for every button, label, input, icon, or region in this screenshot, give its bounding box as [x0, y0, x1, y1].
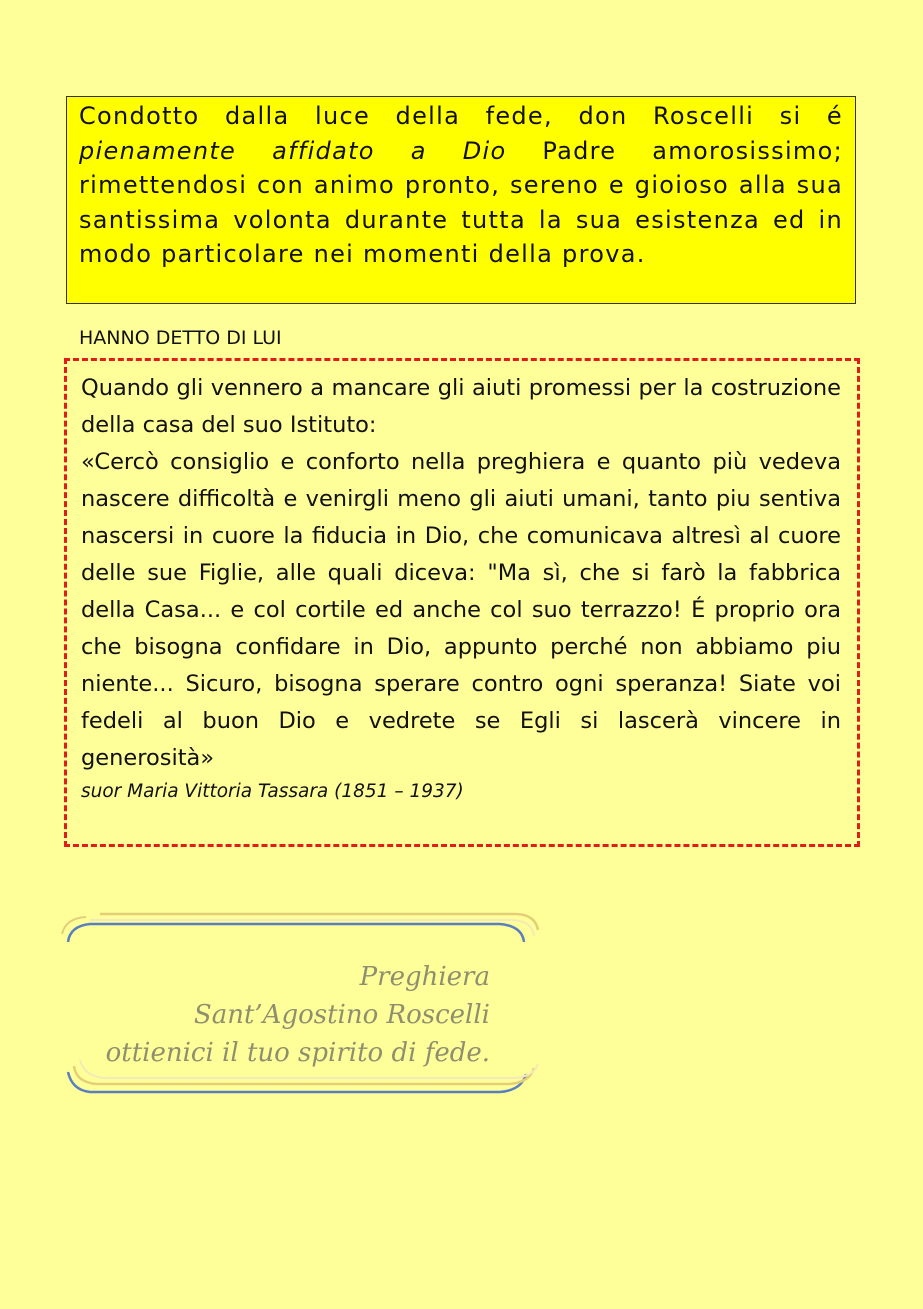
quote-author: suor Maria Vittoria Tassara (1851 – 1937) [81, 781, 464, 802]
intro-text-box [66, 96, 856, 304]
quote-lead: Quando gli vennero a mancare gli aiuti promessi per la costruzione della casa del suo Istituto: [81, 375, 841, 438]
prayer-line-name: Sant’Agostino Roscelli [193, 1000, 490, 1030]
frame-top-gold-line [100, 914, 538, 930]
intro-text-part1: Condotto dalla luce della fede, don Roscelli si é [79, 102, 843, 130]
quote-text: «Cercò consiglio e conforto nella preghiera e quanto più vedeva nascere difficoltà e venirgli meno gli aiuti umani, tanto piu sentiva nascersi in cuore la fiducia in Dio, che comunicava altresì al cuore delle sue Figlie, alle quali diceva: "Ma sì, che si farò la fabbrica della Casa... e col cortile ed anche col suo terrazzo! É proprio ora che bisogna confidare in Dio, appunto perché non abbiamo piu niente... Sicuro, bisogna sperare contro ogni speranza! Siate voi fedeli al buon Dio e vedrete se Egli si lascerà vincere in generosità» [81, 449, 841, 771]
intro-text-emphasis: pienamente affidato a Dio [79, 136, 507, 165]
intro-text-part2: Padre amorosissimo; rimettendosi con animo pronto, sereno e gioioso alla sua santissima volonta durante tutta la sua esistenza ed in modo particolare nei momenti della prova. [79, 136, 843, 268]
prayer-text [106, 958, 490, 1072]
quote-box [64, 358, 860, 847]
frame-top-light-line [90, 920, 534, 936]
section-heading: HANNO DETTO DI LUI [79, 327, 282, 349]
prayer-card [60, 904, 540, 1104]
prayer-line-title: Preghiera [359, 962, 490, 992]
frame-top-blue-line [68, 924, 524, 942]
frame-bottom-blue-line [68, 1072, 526, 1092]
prayer-line-invocation: ottienici il tuo spirito di fede. [105, 1038, 490, 1068]
